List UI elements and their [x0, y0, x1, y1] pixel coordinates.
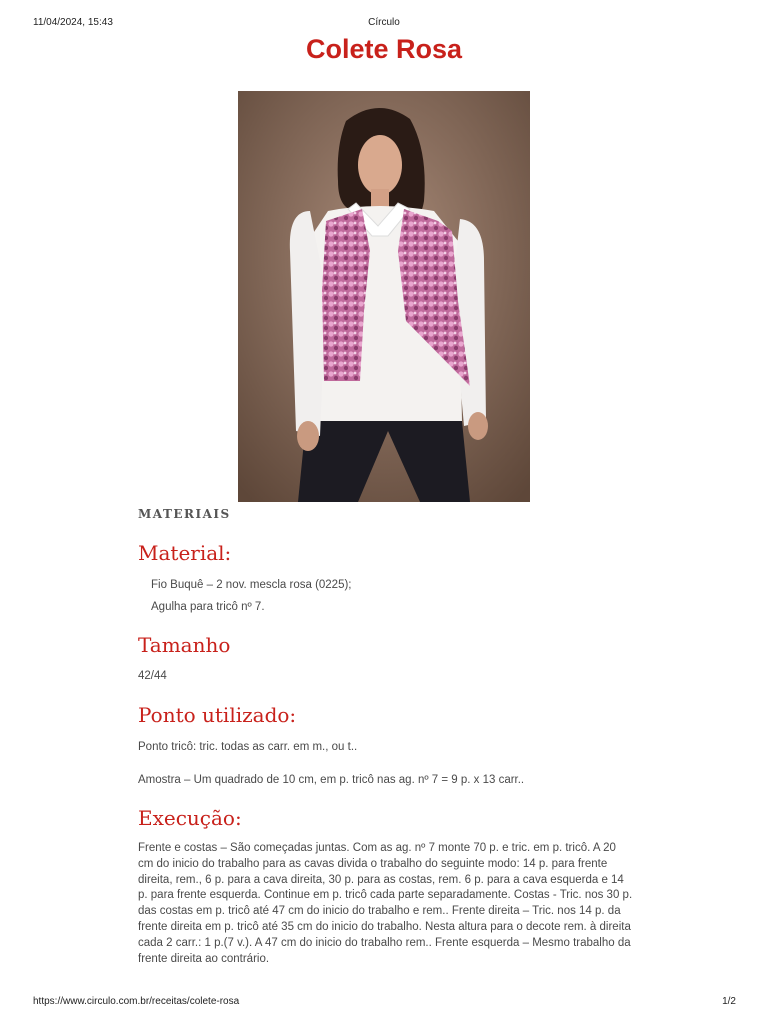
page-title: Colete Rosa: [305, 34, 463, 64]
heading-ponto-utilizado: Ponto utilizado:: [138, 703, 297, 727]
execucao-text: Frente e costas – São começadas juntas. Com as ag. nº 7 monte 70 p. e tric. em p. tricô. A 20 cm do inicio do trabalho para as cavas divida o trabalho do seguinte modo: 14 p. para frente direita, rem., 6 p. para a cava direita, 30 p. para as costas, rem. 6 p. para a cava esquerda e 14 p. para frente esquerda. Continue em p. tricô cada parte separadamente. Costas - Tric. nos 30 p. das costas em p. tricô até 47 cm do inicio do trabalho e rem.. Frente direita – Tric. nos 14 p. da frente direita em p. tricô até 35 cm do inicio do trabalho. Nesta altura para o decote rem. à direita cada 2 carr.: 1 p.(7 v.). A 47 cm do inicio do trabalho rem.. Frente esquerda – Mesmo trabalho da frente direita ao contrário.: [138, 842, 633, 965]
heading-tamanho: Tamanho: [138, 633, 231, 657]
print-site-title: Círculo: [368, 17, 400, 28]
print-datetime: 11/04/2024, 15:43: [33, 17, 113, 28]
heading-execucao: Execução:: [138, 806, 242, 830]
material-list: [151, 577, 631, 615]
heading-material: Material:: [138, 541, 232, 565]
footer-url: https://www.circulo.com.br/receitas/colete-rosa: [33, 996, 240, 1007]
tamanho-value: 42/44: [138, 670, 167, 682]
product-photo: [238, 91, 530, 502]
footer-page-number: 1/2: [722, 996, 736, 1007]
list-item: Fio Buquê – 2 nov. mescla rosa (0225);: [151, 579, 352, 591]
section-label-materiais: MATERIAIS: [138, 507, 231, 521]
list-item: Agulha para tricô nº 7.: [151, 601, 265, 613]
amostra-paragraph: Amostra – Um quadrado de 10 cm, em p. tricô nas ag. nº 7 = 9 p. x 13 carr..: [138, 774, 525, 786]
ponto-paragraph: Ponto tricô: tric. todas as carr. em m., ou t..: [138, 741, 358, 753]
